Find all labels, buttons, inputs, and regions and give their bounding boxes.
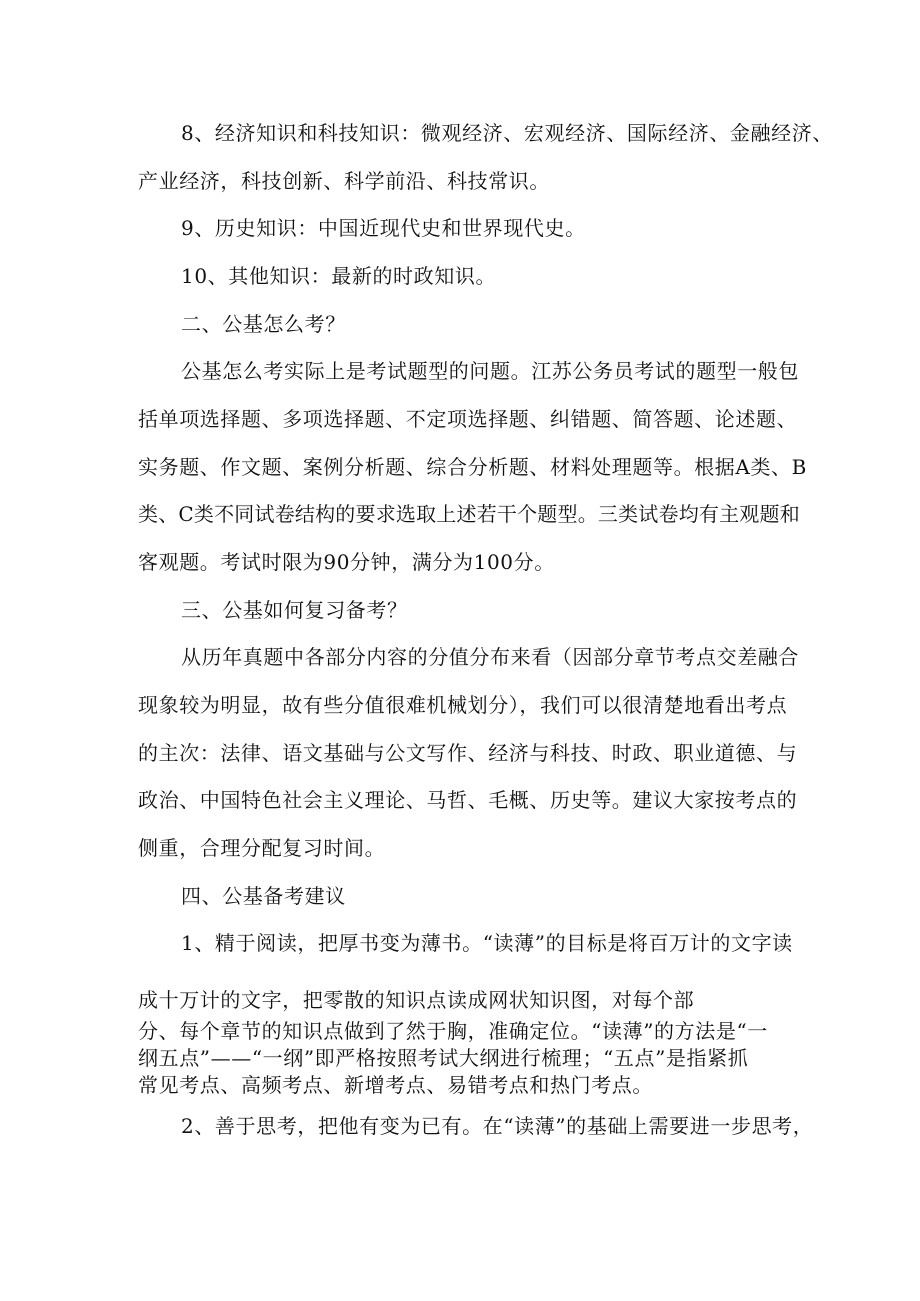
paragraph-line: 的主次：法律、语文基础与公文写作、经济与科技、时政、职业道德、与 [138, 741, 798, 765]
paragraph-line: 常见考点、高频考点、新增考点、易错考点和热门考点。 [138, 1073, 653, 1097]
paragraph-line: 产业经济，科技创新、科学前沿、科技常识。 [138, 169, 550, 193]
paragraph-line: 客观题。考试时限为90分钟，满分为100分。 [138, 550, 555, 574]
paragraph-line: 10、其他知识：最新的时政知识。 [181, 264, 497, 288]
paragraph-line: 类、C类不同试卷结构的要求选取上述若干个题型。三类试卷均有主观题和 [138, 502, 800, 526]
paragraph-line: 从历年真题中各部分内容的分值分布来看（因部分章节考点交差融合 [181, 645, 799, 669]
paragraph-line: 2、善于思考，把他有变为已有。在“读薄”的基础上需要进一步思考， [181, 1114, 814, 1138]
paragraph-line: 8、经济知识和科技知识：微观经济、宏观经济、国际经济、金融经济、 [181, 121, 833, 145]
paragraph-line: 实务题、作文题、案例分析题、综合分析题、材料处理题等。根据A类、B [138, 455, 807, 479]
paragraph-line: 9、历史知识：中国近现代史和世界现代史。 [181, 216, 586, 240]
section-heading: 三、公基如何复习备考？ [181, 598, 408, 622]
paragraph-line: 分、每个章节的知识点做到了然于胸，准确定位。“读薄”的方法是“一 [138, 1019, 768, 1043]
paragraph-line: 公基怎么考实际上是考试题型的问题。江苏公务员考试的题型一般包 [181, 359, 799, 383]
paragraph-line: 成十万计的文字，把零散的知识点读成网状知识图，对每个部 [138, 988, 695, 1012]
section-heading: 二、公基怎么考？ [181, 312, 346, 336]
paragraph-line: 1、精于阅读，把厚书变为薄书。“读薄”的目标是将百万计的文字读 [181, 931, 793, 955]
paragraph-line: 括单项选择题、多项选择题、不定项选择题、纠错题、简答题、论述题、 [138, 407, 798, 431]
paragraph-line: 纲五点”——“一纲”即严格按照考试大纲进行梳理；“五点”是指紧抓 [138, 1046, 749, 1070]
section-heading: 四、公基备考建议 [181, 884, 346, 908]
paragraph-line: 侧重，合理分配复习时间。 [138, 836, 386, 860]
paragraph-line: 政治、中国特色社会主义理论、马哲、毛概、历史等。建议大家按考点的 [138, 788, 798, 812]
paragraph-line: 现象较为明显，故有些分值很难机械划分），我们可以很清楚地看出考点 [138, 693, 788, 717]
